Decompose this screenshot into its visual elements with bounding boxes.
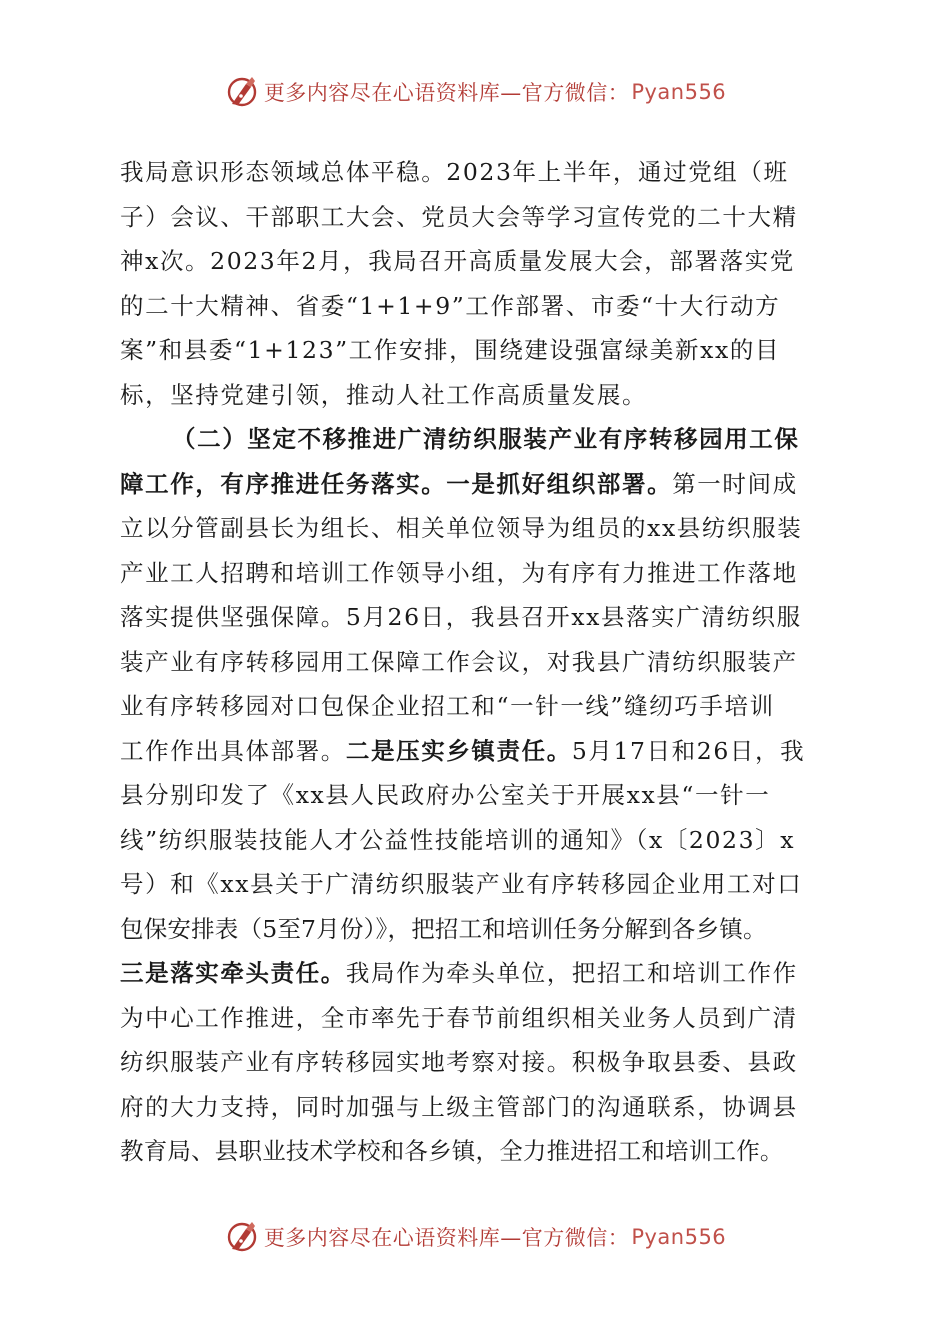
body-line: 案”和县委“1+123”工作安排，围绕建设强富绿美新xx的目 (120, 336, 781, 364)
body-line: 标，坚持党建引领，推动人社工作高质量发展。 (120, 380, 648, 409)
body-line: 线”纺织服装技能人才公益性技能培训的通知》（x〔2023〕x (120, 825, 796, 854)
body-line: 子）会议、干部职工大会、党员大会等学习宣传党的二十大精 (120, 202, 798, 231)
body-line (120, 462, 836, 507)
wechat-id: Pyan556 (631, 1225, 727, 1249)
pen-nib-icon (224, 74, 260, 110)
body-line: 立以分管副县长为组长、相关单位领导为组员的xx县纺织服装 (120, 514, 803, 542)
body-line: 县分别印发了《xx县人民政府办公室关于开展xx县“一针一 (120, 781, 771, 809)
body-line: 业有序转移园对口包保企业招工和“一针一线”缝纫巧手培训 (120, 692, 775, 720)
body-text: 工作作出具体部署。 (120, 736, 346, 765)
section-heading: （二）坚定不移推进广清纺织服装产业有序转移园用工保 (172, 425, 800, 453)
body-line: 号）和《xx县关于广清纺织服装产业有序转移园企业用工对口 (120, 870, 803, 898)
header-watermark (0, 70, 950, 114)
body-line: 为中心工作推进，全市率先于春节前组织相关业务人员到广清 (120, 1003, 798, 1032)
body-text: 5月17日和26日，我 (571, 736, 806, 765)
body-line: 我局意识形态领域总体平稳。2023年上半年，通过党组（班 (120, 158, 789, 186)
section-heading-cont: 障工作，有序推进任务落实。一是抓好组织部署。 (120, 469, 673, 498)
body-text: 我局作为牵头单位，把招工和培训工作作 (345, 959, 798, 987)
bold-subheading: 三是落实牵头责任。 (120, 959, 346, 987)
body-text: 第一时间成 (672, 469, 798, 498)
document-body (120, 150, 836, 1174)
body-line: 产业工人招聘和培训工作领导小组，为有序有力推进工作落地 (120, 558, 798, 587)
body-line: 府的大力支持，同时加强与上级主管部门的沟通联系，协调县 (120, 1092, 798, 1121)
body-line: 教育局、县职业技术学校和各乡镇，全力推进招工和培训工作。 (120, 1137, 784, 1165)
watermark-text: 更多内容尽在心语资料库—官方微信： (263, 1226, 630, 1250)
body-line (120, 951, 836, 996)
watermark-text: 更多内容尽在心语资料库—官方微信： (263, 81, 630, 105)
pen-nib-icon (224, 1219, 260, 1255)
footer-watermark (0, 1215, 950, 1259)
body-line: 装产业有序转移园用工保障工作会议，对我县广清纺织服装产 (120, 647, 798, 676)
bold-subheading: 二是压实乡镇责任。 (345, 736, 572, 765)
body-line: 神x次。2023年2月，我局召开高质量发展大会，部署落实党 (120, 247, 795, 275)
body-line (120, 729, 836, 774)
body-line: 落实提供坚强保障。5月26日，我县召开xx县落实广清纺织服 (120, 603, 802, 631)
wechat-id: Pyan556 (631, 80, 727, 104)
body-line: 包保安排表（5至7月份）》，把招工和培训任务分解到各乡镇。 (120, 914, 767, 943)
body-line: 的二十大精神、省委“1+1+9”工作部署、市委“十大行动方 (120, 291, 781, 320)
body-line: 纺织服装产业有序转移园实地考察对接。积极争取县委、县政 (120, 1048, 798, 1076)
